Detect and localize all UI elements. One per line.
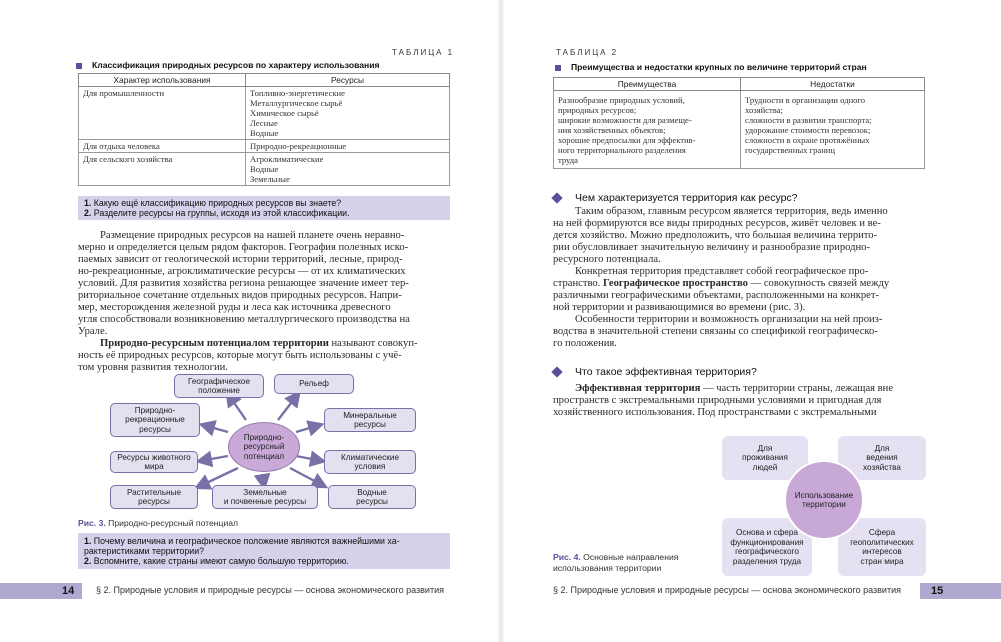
table1-header-use: Характер использования <box>79 74 246 87</box>
table1-header-resources: Ресурсы <box>246 74 450 87</box>
node-recreation-resources: Природно- рекреационные ресурсы <box>110 403 200 437</box>
table-cell-use: Для отдыха человека <box>79 140 246 153</box>
table2-title: Преимущества и недостатки крупных по величине территорий стран <box>555 62 867 72</box>
node-land-soil-resources: Земельные и почвенные ресурсы <box>212 485 318 509</box>
questions-box-1 <box>78 196 450 220</box>
page-number-left: 14 <box>62 585 75 597</box>
paragraph-main-resource: Таким образом, главным ресурсом является территория, ведь именно на ней формируются все виды природных ресурсов, живёт человек и ве- дется хозяйство. Можно предположить, что большая величина террито- рии обусловливает значительную величину и разнообразие природно- ресурсного потенциала. <box>553 206 888 265</box>
node-water-resources: Водные ресурсы <box>328 485 416 509</box>
paragraph-features: Особенности территории и возможность организации на ней произ- водства в значительной степени связаны со спецификой географическо- го положения. <box>553 314 883 349</box>
section-heading-territory-resource: Чем характеризуется территория как ресурс? <box>553 192 798 204</box>
question-item: 2. Разделите ресурсы на группы, исходя из этой классификации. <box>84 208 350 218</box>
diamond-bullet-icon <box>551 193 562 204</box>
node-mineral-resources: Минеральные ресурсы <box>324 408 416 432</box>
table1-caption: ТАБЛИЦА 1 <box>392 48 455 57</box>
question-item: 2. Вспомните, какие страны имеют самую большую территорию. <box>84 556 349 566</box>
table1-title: Классификация природных ресурсов по характеру использования <box>76 60 380 70</box>
table2-header-advantages: Преимущества <box>554 78 741 91</box>
table-row <box>79 87 450 140</box>
node-center-potential: Природно- ресурсный потенциал <box>228 422 300 472</box>
square-bullet-icon <box>76 63 82 69</box>
table2-advantages-cell: Разнообразие природных условий, природных ресурсов; широкие возможности для размеще- ния хозяйственных объектов; хорошие предпосылки для эффектив- ного территориального разделения труда <box>554 91 741 169</box>
table1 <box>78 73 450 186</box>
node-plant-resources: Растительные ресурсы <box>110 485 198 509</box>
node-geographic-position: Географическое положение <box>174 374 264 398</box>
table2-caption: ТАБЛИЦА 2 <box>556 48 619 57</box>
figure3-caption: Рис. 3. Природно-ресурсный потенциал <box>78 518 239 528</box>
table-row <box>79 153 450 186</box>
table2 <box>553 77 925 169</box>
node-center-territory-use: Использование территории <box>784 460 864 540</box>
table-cell-resources: Агроклиматические Водные Земельные <box>246 153 450 186</box>
diagram-resource-potential <box>78 370 450 515</box>
node-animal-resources: Ресурсы животного мира <box>110 451 198 473</box>
paragraph-potential: Природно-ресурсным потенциалом территории называют совокуп- ность её природных ресурсов, которые могут быть использованы с учё- том уровня развития технологии. <box>78 338 418 373</box>
footer-section-title-left: § 2. Природные условия и природные ресурсы — основа экономического развития <box>96 585 444 595</box>
table1-body <box>79 87 450 186</box>
figure4-caption: Рис. 4. Основные направления использования территории <box>553 552 679 573</box>
node-relief: Рельеф <box>274 374 354 394</box>
node-climate-conditions: Климатические условия <box>324 450 416 474</box>
table-cell-resources: Природно-рекреационные <box>246 140 450 153</box>
square-bullet-icon <box>555 65 561 71</box>
right-body-text-1 <box>553 206 925 350</box>
diamond-bullet-icon <box>551 367 562 378</box>
paragraph-placement: Размещение природных ресурсов на нашей планете очень неравно- мерно и определяется целым рядом факторов. География полезных иско- паемых зависит от геологической истории территорий, лесные, природ- но-рекреационные, агроклиматические ресурсы — от их климатических условий. Для развития хозяйства региона решающее значение имеет тер- риториальное сочетание отдельных видов природных ресурсов. Напри- мер, месторождения железной руды и леса как источника древесного угля способствовали возникновению металлургического производства на Урале. <box>78 230 410 337</box>
table-cell-use: Для промышленности <box>79 87 246 140</box>
table-cell-use: Для сельского хозяйства <box>79 153 246 186</box>
page-number-right: 15 <box>931 585 944 597</box>
table-cell-resources: Топливно-энергетические Металлургическое сырьё Химическое сырьё Лесные Водные <box>246 87 450 140</box>
page-spine <box>497 0 505 642</box>
right-body-text-2 <box>553 383 925 419</box>
section-heading-effective-territory: Что такое эффективная территория? <box>553 366 757 378</box>
table2-header-disadvantages: Недостатки <box>741 78 925 91</box>
tile-geopolitics: Сфера геополитических интересов стран мира <box>838 518 926 576</box>
paragraph-geo-space: Конкретная территория представляет собой географическое про- странство. Географическое пространство — совокупность связей между различными географическими объектами, расположенными на конкрет- ной территории и развивающимися во времени (рис. 3). <box>553 266 890 313</box>
footer-section-title-right: § 2. Природные условия и природные ресурсы — основа экономического развития <box>553 585 901 595</box>
right-footer-bar <box>505 583 1001 599</box>
table2-disadvantages-cell: Трудности в организации одного хозяйства; сложности в развитии транспорта; удорожание стоимости перевозок; сложности в охране протяжённых государственных границ <box>741 91 925 169</box>
tile-division-of-labor: Основа и сфера функционирования географического разделения труда <box>722 518 812 576</box>
diagram-territory-use <box>722 436 926 578</box>
question-item: 1. Какую ещё классификацию природных ресурсов вы знаете? <box>84 198 342 208</box>
questions-box-2 <box>78 533 450 569</box>
left-body-text <box>78 230 450 374</box>
tile-economy: Для ведения хозяйства <box>838 436 926 480</box>
tile-living: Для проживания людей <box>722 436 808 480</box>
paragraph-effective-territory: Эффективная территория — часть территории страны, лежащая вне пространств с экстремальными природными условиями и пригодная для хозяйственного использования. Под пространствами с экстремальными <box>553 383 894 418</box>
table-row <box>79 140 450 153</box>
left-footer-bar <box>0 583 497 599</box>
question-item: 1. Почему величина и географическое положение являются важнейшими ха- рактеристиками территории? <box>84 536 400 556</box>
